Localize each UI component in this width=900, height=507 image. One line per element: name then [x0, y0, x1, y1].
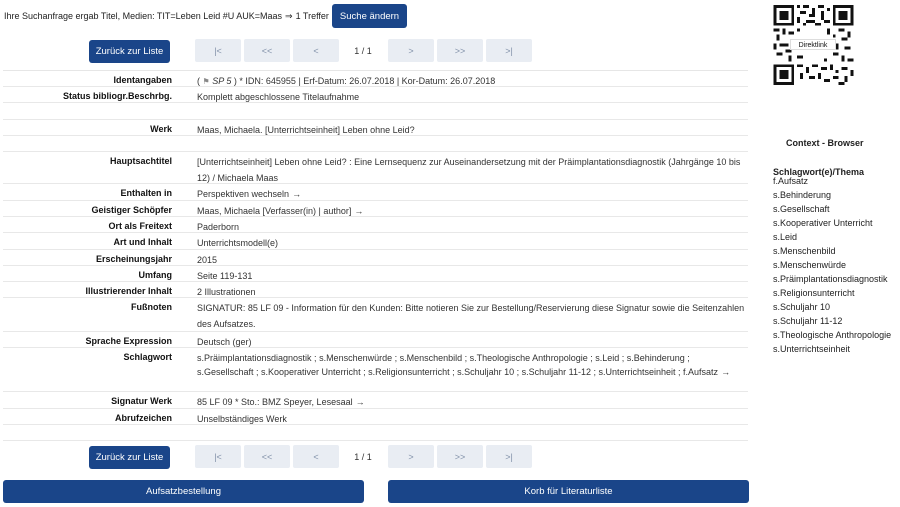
row-werk — [3, 120, 748, 136]
row-umfang — [3, 266, 748, 282]
change-search-button[interactable]: Suche ändern — [332, 4, 407, 28]
context-item[interactable]: s.Schuljahr 11-12 — [773, 316, 843, 326]
spacer-row — [3, 103, 748, 120]
row-enthalten — [3, 184, 748, 201]
page-count: 1 / 1 — [354, 45, 372, 56]
haupt-label: Hauptsachtitel — [109, 156, 172, 166]
ort-value: Paderborn — [197, 222, 240, 232]
context-item[interactable]: s.Präimplantationsdiagnostik — [773, 274, 888, 284]
result-arrow: ⇒ — [285, 10, 293, 21]
schoepfer-value — [172, 201, 748, 216]
order-article-button[interactable]: Aufsatzbestellung — [3, 480, 364, 503]
last-page-button[interactable]: >| — [486, 39, 532, 62]
row-sprache — [3, 332, 748, 348]
ort-label: Ort als Freitext — [108, 221, 172, 231]
context-item[interactable]: s.Leid — [773, 232, 798, 242]
context-title: Context - Browser — [786, 138, 864, 148]
spacer-row — [3, 425, 748, 441]
add-to-basket-button[interactable]: Korb für Literaturliste — [388, 480, 749, 503]
search-summary-bar — [4, 5, 407, 27]
row-status — [3, 87, 748, 103]
illus-label: Illustrierender Inhalt — [85, 286, 172, 296]
back-to-list-button[interactable]: Zurück zur Liste — [89, 40, 170, 63]
schoepfer-label: Geistiger Schöpfer — [91, 205, 172, 215]
context-item[interactable]: s.Menschenbild — [773, 246, 836, 256]
prev-page-button[interactable]: < — [293, 445, 339, 468]
row-schlagwort — [3, 348, 748, 392]
row-signatur — [3, 392, 748, 409]
context-item[interactable]: s.Behinderung — [773, 190, 832, 200]
signatur-link[interactable]: 85 LF 09 * Sto.: BMZ Speyer, Lesesaal — [197, 397, 353, 407]
context-browser — [773, 137, 900, 357]
schlag-label: Schlagwort — [123, 352, 172, 362]
art-label: Art und Inhalt — [113, 237, 172, 247]
arrow-right-icon[interactable]: → — [355, 397, 365, 407]
first-page-button[interactable]: |< — [195, 445, 241, 468]
arrow-right-icon[interactable]: → — [354, 206, 364, 216]
context-item[interactable]: s.Schuljahr 10 — [773, 302, 831, 312]
pager-top — [89, 39, 539, 63]
schlag-list[interactable]: s.Präimplantationsdiagnostik ; s.Menschenwürde ; s.Menschenbild ; s.Theologische Anthropologie ; s.Leid ; s.Behinderung ; s.Gesellschaft ; s.Kooperativer Unterricht ; s.Religionsunterricht ; s.Schuljahr 10 ; s.Schuljahr 11-12 ; s.Unterrichtseinheit ; f.Aufsatz — [197, 353, 719, 377]
enthalten-value — [172, 184, 748, 200]
row-schoepfer — [3, 201, 748, 217]
prev-many-button[interactable]: << — [244, 445, 290, 468]
back-to-list-button[interactable]: Zurück zur Liste — [89, 446, 170, 469]
signatur-label: Signatur Werk — [111, 396, 172, 406]
umfang-value: Seite 119-131 — [197, 271, 253, 281]
abruf-label: Abrufzeichen — [114, 413, 172, 423]
arrow-right-icon[interactable]: → — [721, 367, 731, 377]
werk-label: Werk — [150, 124, 172, 134]
hit-count: 1 Treffer — [295, 11, 329, 21]
context-item[interactable]: s.Theologische Anthropologie — [773, 330, 892, 340]
row-art — [3, 233, 748, 250]
ident-prefix: ( — [197, 76, 200, 86]
prev-page-button[interactable]: < — [293, 39, 339, 62]
spacer-row — [3, 136, 748, 152]
flag-icon: ⚑ — [202, 77, 210, 86]
context-item[interactable]: s.Menschenwürde — [773, 260, 847, 270]
werk-value[interactable]: Maas, Michaela. [Unterrichtseinheit] Leben ohne Leid? — [197, 125, 415, 135]
next-page-button[interactable]: > — [388, 39, 434, 62]
context-item[interactable]: s.Unterrichtseinheit — [773, 344, 851, 354]
row-illustrierend — [3, 282, 748, 298]
jahr-label: Erscheinungsjahr — [95, 254, 172, 264]
row-abruf — [3, 409, 748, 425]
ident-value — [172, 71, 748, 86]
next-many-button[interactable]: >> — [437, 39, 483, 62]
arrow-right-icon[interactable]: → — [292, 189, 302, 199]
status-label: Status bibliogr.Beschrbg. — [62, 91, 172, 101]
search-summary-text: Ihre Suchanfrage ergab Titel, Medien: TIT=Leben Leid #U AUK=Maas — [4, 11, 283, 21]
umfang-label: Umfang — [138, 270, 172, 280]
last-page-button[interactable]: >| — [486, 445, 532, 468]
schlag-value — [172, 348, 748, 391]
abruf-value: Unselbständiges Werk — [197, 414, 287, 424]
context-item[interactable]: s.Kooperativer Unterricht — [773, 218, 873, 228]
sprache-label: Sprache Expression — [85, 336, 172, 346]
fuss-label: Fußnoten — [131, 302, 172, 312]
row-hauptsachtitel — [3, 152, 748, 184]
next-many-button[interactable]: >> — [437, 445, 483, 468]
enthalten-link[interactable]: Perspektiven wechseln — [197, 189, 290, 199]
context-item[interactable]: s.Gesellschaft — [773, 204, 830, 214]
signatur-value — [172, 392, 748, 408]
ident-sp: SP 5 — [212, 76, 232, 86]
first-page-button[interactable]: |< — [195, 39, 241, 62]
action-bar — [3, 480, 749, 503]
qr-code[interactable] — [773, 5, 854, 85]
context-item[interactable]: s.Religionsunterricht — [773, 288, 855, 298]
illus-value: 2 Illustrationen — [197, 287, 256, 297]
context-subtitle: Schlagwort(e)/Thema — [773, 167, 865, 177]
ident-label: Identangaben — [113, 75, 172, 85]
pager-bottom — [89, 445, 539, 469]
next-page-button[interactable]: > — [388, 445, 434, 468]
context-item[interactable]: f.Aufsatz — [773, 176, 809, 186]
haupt-value: [Unterrichtseinheit] Leben ohne Leid? : Eine Lernsequenz zur Auseinandersetzung mit der Präimplantationsdiagnostik (Jahrgänge 10 bis 12) / Michaela Maas — [197, 157, 741, 183]
page-count: 1 / 1 — [354, 451, 372, 462]
ident-rest: ) * IDN: 645955 | Erf-Datum: 26.07.2018 | Kor-Datum: 26.07.2018 — [233, 76, 496, 86]
fuss-value: SIGNATUR: 85 LF 09 - Information für den Kunden: Bitte notieren Sie zur Bestellung/Reservierung diese Signatur sowie die Seitenzahlen des Aufsatzes. — [197, 303, 745, 329]
row-ort — [3, 217, 748, 233]
prev-many-button[interactable]: << — [244, 39, 290, 62]
row-fussnoten — [3, 298, 748, 332]
status-value: Komplett abgeschlossene Titelaufnahme — [197, 92, 360, 102]
sprache-value: Deutsch (ger) — [197, 337, 252, 347]
qr-label: Direktlink — [790, 39, 836, 50]
enthalten-label: Enthalten in — [120, 188, 172, 198]
record-details — [3, 70, 748, 441]
jahr-value: 2015 — [197, 255, 218, 265]
schoepfer-link[interactable]: Maas, Michaela [Verfasser(in) | author] — [197, 206, 352, 216]
art-value: Unterrichtsmodell(e) — [197, 238, 279, 248]
row-jahr — [3, 250, 748, 266]
row-identangaben — [3, 71, 748, 87]
